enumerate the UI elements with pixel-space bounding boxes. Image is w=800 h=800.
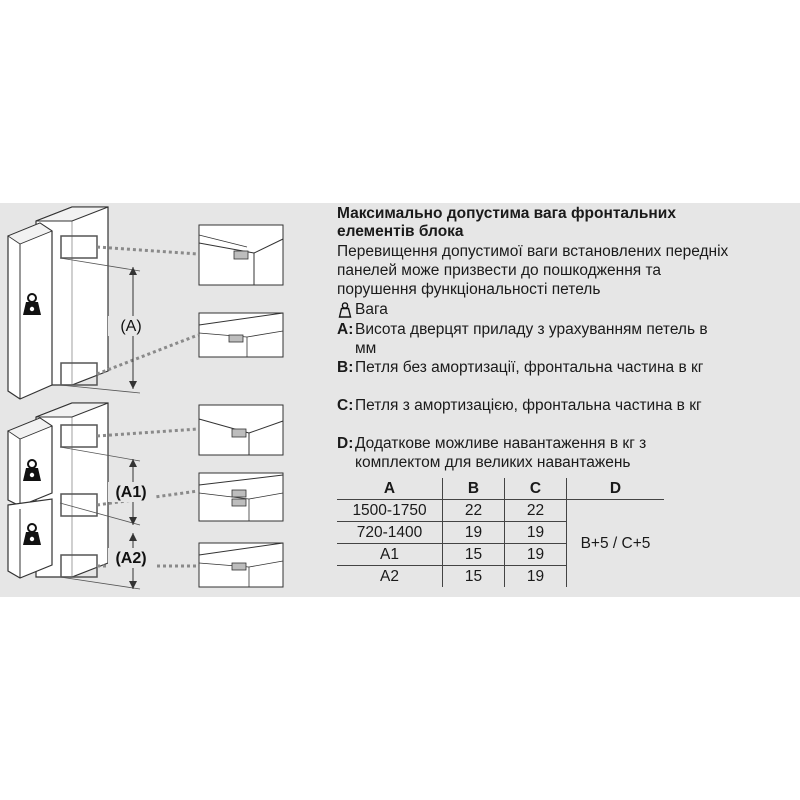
table-row [337, 500, 664, 522]
legend-key: B: [337, 359, 354, 376]
info-intro-line: порушення функціональності петель [337, 281, 601, 298]
legend-b-label: Петля без амортизації, фронтальна частина в кг [355, 359, 704, 376]
table-cell: 15 [443, 566, 505, 588]
weight-spec-table [337, 478, 664, 587]
info-title-line: елементів блока [337, 223, 464, 240]
table-cell: 1500-1750 [337, 500, 443, 522]
table-header-cell: A [337, 478, 443, 500]
legend-c [337, 396, 792, 415]
legend-d-label [355, 434, 792, 472]
table-cell: A1 [337, 544, 443, 566]
table-header-row [337, 478, 664, 500]
legend-weight [337, 300, 792, 320]
table-cell: 19 [505, 566, 567, 588]
hinge-detail-2 [199, 313, 283, 357]
two-door-appliance [8, 403, 198, 589]
legend-c-label: Петля з амортизацією, фронтальна частина в кг [355, 397, 702, 414]
weight-info-panel [337, 205, 792, 299]
info-intro [337, 242, 792, 299]
legend-line: комплектом для великих навантажень [355, 454, 631, 471]
table-cell: A2 [337, 566, 443, 588]
info-title-line: Максимально допустима вага фронтальних [337, 205, 676, 222]
table-header-cell: D [567, 478, 665, 500]
legend-line: мм [355, 340, 377, 357]
table-cell-d-value: B+5 / C+5 [580, 534, 651, 552]
dimension-label-a2: (A2) [115, 550, 147, 567]
legend-weight-label: Вага [355, 301, 388, 318]
weight-icon [338, 302, 352, 318]
table-cell: 22 [505, 500, 567, 522]
info-intro-line: панелей може призвести до пошкодження та [337, 262, 662, 279]
table-header-cell: C [505, 478, 567, 500]
info-title [337, 205, 792, 241]
legend-a-label [355, 320, 792, 358]
table-cell: 15 [443, 544, 505, 566]
hinge-detail-1 [199, 225, 283, 285]
table-header-cell: B [443, 478, 505, 500]
legend-key: A: [337, 321, 354, 338]
legend-key: C: [337, 397, 354, 414]
legend-line: Додаткове можливе навантаження в кг з [355, 435, 647, 452]
table-cell: 19 [505, 522, 567, 544]
hinge-detail-4 [199, 473, 283, 521]
dimension-label-a: (A) [120, 318, 142, 335]
table-cell: 19 [505, 544, 567, 566]
legend-key: D: [337, 435, 354, 452]
table-cell: 720-1400 [337, 522, 443, 544]
info-intro-line: Перевищення допустимої ваги встановлених передніх [337, 243, 729, 260]
table-cell: 22 [443, 500, 505, 522]
dimension-label-a1: (A1) [115, 484, 147, 501]
table-cell: 19 [443, 522, 505, 544]
hinge-detail-5 [199, 543, 283, 587]
legend-line: Висота дверцят приладу з урахуванням петель в [355, 321, 708, 338]
installation-diagram [0, 203, 330, 597]
legend-a [337, 320, 792, 357]
hinge-detail-3 [199, 405, 283, 455]
legend-d [337, 434, 792, 471]
legend-b [337, 358, 792, 377]
